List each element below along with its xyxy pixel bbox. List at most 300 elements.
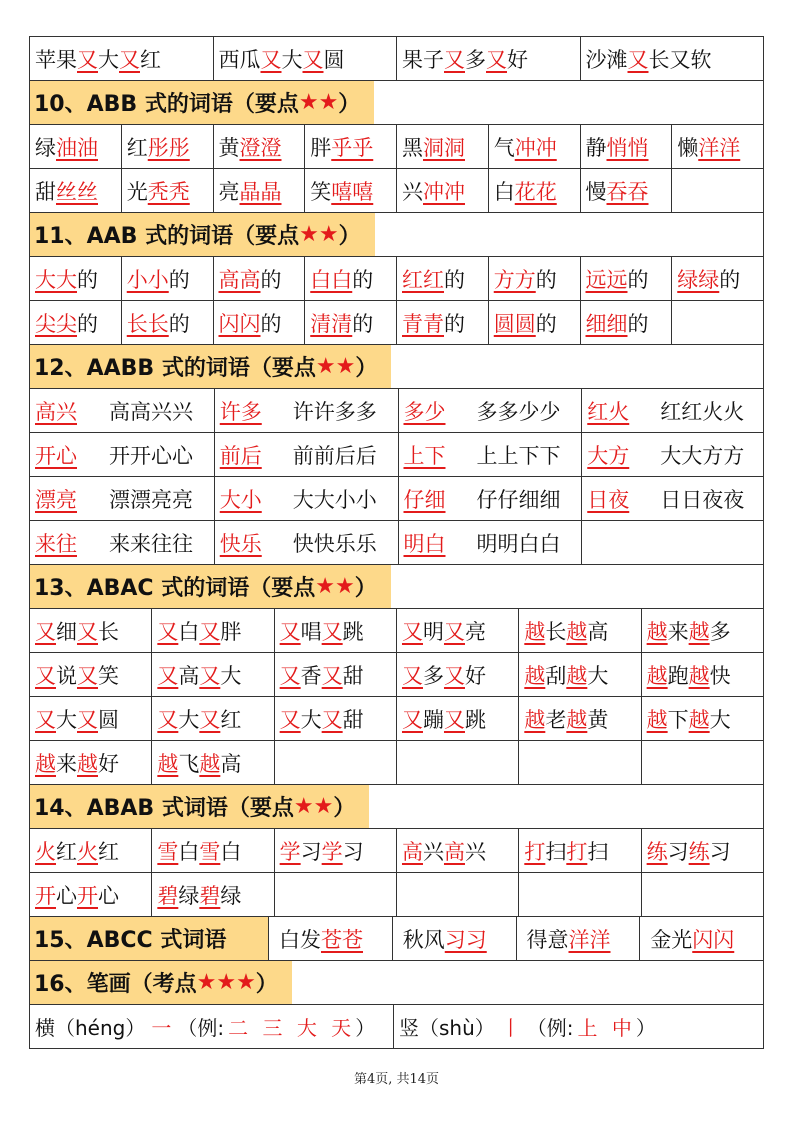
expanded-word: 大大方方 — [660, 443, 745, 468]
word-text: 香 — [300, 663, 322, 688]
expanded-word: 许许多多 — [292, 399, 377, 424]
word-text: 的 — [352, 311, 374, 336]
word-cell — [641, 873, 763, 916]
section-title — [30, 961, 292, 1004]
pair-base-cell — [30, 477, 104, 520]
pair-expanded-cell — [288, 389, 398, 432]
highlight-word: 大方 — [587, 443, 630, 468]
word-text: 习 — [667, 839, 689, 864]
word-text: 扫 — [545, 839, 567, 864]
section-title-text: 13、ABAC 式的词语（要点 — [34, 576, 316, 601]
section-title-close: ） — [338, 92, 361, 117]
word-text: 好 — [464, 663, 486, 688]
word-row — [30, 829, 763, 873]
highlight-char: 越 — [157, 751, 179, 776]
highlight-char: 清清 — [310, 311, 353, 336]
word-cell — [30, 169, 121, 212]
word-cell — [30, 609, 151, 652]
highlight-char: 丝丝 — [56, 179, 98, 204]
word-text: 的 — [77, 267, 98, 292]
highlight-char: 高 — [443, 839, 465, 864]
highlight-char: 闪闪 — [692, 927, 735, 952]
highlight-char: 雪 — [199, 839, 221, 864]
word-cell — [396, 169, 488, 212]
section-title-close: ） — [355, 356, 378, 381]
highlight-char: 闪闪 — [218, 311, 261, 336]
highlight-word: 快乐 — [219, 531, 262, 556]
word-cell — [396, 257, 488, 300]
highlight-word: 来往 — [35, 531, 77, 556]
word-text: 绿 — [178, 883, 200, 908]
word-cell — [151, 873, 273, 916]
highlight-char: 又 — [260, 47, 282, 72]
highlight-char: 又 — [627, 47, 649, 72]
word-text: 好 — [98, 751, 119, 776]
example-close: ） — [355, 1016, 376, 1040]
word-text: 西瓜 — [218, 47, 261, 72]
word-cell — [396, 697, 518, 740]
word-cell — [304, 301, 396, 344]
word-text: 笑 — [310, 179, 332, 204]
word-text: 的 — [535, 311, 557, 336]
word-row — [30, 301, 763, 345]
highlight-char: 又 — [77, 707, 98, 732]
pair-expanded-cell — [288, 433, 398, 476]
highlight-char: 长长 — [126, 311, 169, 336]
highlight-char: 高高 — [218, 267, 261, 292]
word-text: 跳 — [342, 619, 364, 644]
word-text: 白发 — [279, 927, 321, 952]
word-text: 唱 — [300, 619, 322, 644]
word-row — [30, 169, 763, 213]
pair-base-cell — [581, 389, 655, 432]
word-text: 好 — [507, 47, 528, 72]
word-cell — [30, 829, 151, 872]
word-cell — [30, 37, 213, 80]
highlight-char: 又 — [35, 707, 56, 732]
table-frame — [29, 36, 764, 1049]
word-text: 白 — [220, 839, 242, 864]
highlight-char: 练 — [688, 839, 710, 864]
highlight-char: 青青 — [402, 311, 444, 336]
word-cell — [304, 257, 396, 300]
word-cell — [641, 741, 763, 784]
expanded-word: 仔仔细细 — [476, 487, 561, 512]
pair-expanded-cell — [472, 433, 582, 476]
word-cell — [671, 257, 763, 300]
highlight-word: 大小 — [219, 487, 262, 512]
word-text: 的 — [627, 267, 649, 292]
word-row — [30, 653, 763, 697]
word-cell — [396, 653, 518, 696]
highlight-char: 远远 — [585, 267, 628, 292]
star-rating: ★★ — [299, 222, 339, 247]
word-text: 甜 — [35, 179, 56, 204]
pair-expanded-cell — [104, 477, 214, 520]
word-text: 绿 — [35, 135, 56, 160]
stroke-cell-heng — [30, 1005, 393, 1048]
word-cell — [641, 609, 763, 652]
highlight-char: 学 — [279, 839, 301, 864]
word-text: 习 — [709, 839, 731, 864]
highlight-char: 白白 — [310, 267, 353, 292]
section-title-text: 16、笔画（考点 — [34, 972, 197, 997]
word-cell — [488, 125, 580, 168]
highlight-char: 打 — [524, 839, 546, 864]
highlight-char: 圆圆 — [493, 311, 536, 336]
highlight-char: 越 — [566, 619, 588, 644]
word-text: 红 — [56, 839, 77, 864]
expanded-word: 多多少少 — [476, 399, 561, 424]
highlight-char: 又 — [157, 707, 179, 732]
highlight-char: 绿绿 — [677, 267, 720, 292]
highlight-char: 又 — [35, 619, 56, 644]
word-row — [30, 125, 763, 169]
highlight-char: 越 — [524, 619, 546, 644]
highlight-char: 又 — [401, 663, 423, 688]
stroke-name: 横（héng） — [35, 1016, 146, 1040]
highlight-char: 吞吞 — [606, 179, 649, 204]
section-title-close: ） — [333, 796, 356, 821]
word-text: 明 — [422, 619, 444, 644]
word-text: 大 — [220, 663, 242, 688]
highlight-char: 火 — [35, 839, 56, 864]
highlight-char: 又 — [119, 47, 140, 72]
word-text: 圆 — [323, 47, 345, 72]
section-title-close: ） — [338, 224, 361, 249]
word-text: 老 — [545, 707, 567, 732]
word-text: 的 — [168, 267, 190, 292]
expanded-word: 开开心心 — [109, 443, 193, 468]
section-title-close: ） — [354, 576, 377, 601]
word-cell — [30, 257, 121, 300]
word-text: 的 — [77, 311, 98, 336]
highlight-char: 雪 — [157, 839, 179, 864]
word-pair-row — [30, 433, 763, 477]
word-text: 来 — [667, 619, 689, 644]
word-cell — [396, 741, 518, 784]
pair-expanded-cell — [655, 389, 765, 432]
word-text: 下 — [667, 707, 689, 732]
word-cell — [151, 829, 273, 872]
word-text: 蹦 — [422, 707, 444, 732]
pair-expanded-cell — [288, 477, 398, 520]
section-title-text: 15、ABCC 式词语 — [34, 928, 227, 953]
word-cell — [121, 125, 213, 168]
highlight-char: 越 — [524, 707, 546, 732]
stroke-glyph: 一 — [151, 1016, 172, 1040]
highlight-char: 小小 — [126, 267, 169, 292]
word-text: 的 — [352, 267, 374, 292]
word-text: 刮 — [545, 663, 567, 688]
word-cell — [396, 873, 518, 916]
word-cell — [518, 829, 640, 872]
word-text: 来 — [56, 751, 77, 776]
expanded-word: 大大小小 — [292, 487, 377, 512]
pair-expanded-cell — [472, 389, 582, 432]
word-text: 多 — [422, 663, 444, 688]
pair-base-cell — [398, 389, 472, 432]
word-cell — [274, 741, 396, 784]
highlight-char: 又 — [486, 47, 507, 72]
word-text: 黄 — [587, 707, 609, 732]
word-text: 果子 — [402, 47, 444, 72]
word-cell — [151, 697, 273, 740]
word-text: 的 — [627, 311, 649, 336]
star-rating: ★★ — [298, 90, 339, 115]
pair-expanded-cell — [104, 433, 214, 476]
highlight-word: 多少 — [403, 399, 446, 424]
word-cell — [641, 697, 763, 740]
word-cell — [516, 917, 640, 960]
section-header-s11 — [30, 213, 763, 257]
highlight-char: 越 — [646, 707, 668, 732]
word-cell — [213, 257, 305, 300]
pair-base-cell — [581, 433, 655, 476]
highlight-char: 又 — [321, 707, 343, 732]
highlight-char: 越 — [77, 751, 98, 776]
word-cell — [268, 917, 392, 960]
word-text: 大 — [281, 47, 303, 72]
stroke-row — [30, 1005, 763, 1049]
word-text: 黑 — [402, 135, 423, 160]
word-text: 红 — [140, 47, 161, 72]
section-title-text: 11、AAB 式的词语（要点 — [34, 224, 300, 249]
word-text: 大 — [300, 707, 322, 732]
word-cell — [396, 829, 518, 872]
star-rating: ★★★ — [196, 970, 256, 995]
word-pair-row — [30, 477, 763, 521]
highlight-char: 练 — [646, 839, 668, 864]
word-cell — [151, 609, 273, 652]
page-footer: 第4页, 共14页 — [353, 1072, 440, 1087]
word-cell — [518, 873, 640, 916]
highlight-char: 大大 — [35, 267, 77, 292]
word-cell — [213, 169, 305, 212]
pair-expanded-cell — [472, 477, 582, 520]
word-cell — [151, 741, 273, 784]
word-cell — [274, 609, 396, 652]
highlight-char: 火 — [77, 839, 98, 864]
highlight-char: 越 — [35, 751, 56, 776]
word-cell — [518, 741, 640, 784]
highlight-char: 晶晶 — [239, 179, 282, 204]
highlight-char: 越 — [688, 707, 710, 732]
highlight-char: 又 — [401, 619, 423, 644]
word-text: 胖 — [310, 135, 332, 160]
highlight-char: 秃秃 — [147, 179, 190, 204]
highlight-char: 又 — [279, 663, 301, 688]
pair-base-cell — [398, 477, 472, 520]
highlight-char: 洞洞 — [423, 135, 465, 160]
highlight-char: 又 — [77, 663, 98, 688]
pair-base-cell — [30, 389, 104, 432]
section-title-text: 10、ABB 式的词语（要点 — [34, 92, 299, 117]
word-text: 兴 — [464, 839, 486, 864]
highlight-char: 又 — [199, 663, 221, 688]
highlight-char: 又 — [199, 619, 221, 644]
word-text: 沙滩 — [585, 47, 628, 72]
highlight-char: 越 — [566, 663, 588, 688]
word-text: 秋风 — [402, 927, 445, 952]
expanded-word: 红红火火 — [660, 399, 745, 424]
highlight-char: 高 — [401, 839, 423, 864]
example-close: ） — [635, 1016, 656, 1040]
word-cell — [580, 301, 672, 344]
word-cell — [304, 125, 396, 168]
highlight-char: 又 — [35, 663, 56, 688]
pair-expanded-cell — [472, 521, 582, 564]
word-text: 跳 — [464, 707, 486, 732]
section-title-close: ） — [255, 972, 278, 997]
word-text: 甜 — [342, 707, 364, 732]
highlight-char: 冲冲 — [423, 179, 465, 204]
word-text: 长 — [98, 619, 119, 644]
highlight-char: 冲冲 — [514, 135, 557, 160]
highlight-char: 洋洋 — [698, 135, 741, 160]
word-cell — [392, 917, 516, 960]
highlight-char: 悄悄 — [606, 135, 649, 160]
word-cell — [671, 125, 763, 168]
word-cell — [274, 829, 396, 872]
highlight-char: 越 — [199, 751, 221, 776]
section-header-s15 — [30, 917, 763, 961]
section-header-s16 — [30, 961, 763, 1005]
word-cell — [580, 169, 672, 212]
section-header-s14 — [30, 785, 763, 829]
highlight-char: 澄澄 — [239, 135, 282, 160]
example-chars: 二 三 大 天 — [228, 1016, 352, 1040]
word-text: 圆 — [98, 707, 119, 732]
expanded-word: 漂漂亮亮 — [109, 487, 193, 512]
highlight-word: 漂亮 — [35, 487, 77, 512]
word-text: 得意 — [526, 927, 569, 952]
highlight-char: 又 — [302, 47, 324, 72]
pair-expanded-cell — [104, 389, 214, 432]
word-text: 大 — [178, 707, 200, 732]
word-text: 跑 — [667, 663, 689, 688]
highlight-char: 越 — [566, 707, 588, 732]
highlight-word: 红火 — [587, 399, 630, 424]
word-cell — [396, 301, 488, 344]
highlight-char: 又 — [199, 707, 221, 732]
word-cell — [213, 125, 305, 168]
pair-base-cell — [30, 433, 104, 476]
word-cell — [518, 653, 640, 696]
stroke-glyph: 丨 — [500, 1016, 521, 1040]
word-cell — [30, 125, 121, 168]
stroke-name: 竖（shù） — [399, 1016, 495, 1040]
word-cell — [121, 301, 213, 344]
word-cell — [639, 917, 763, 960]
section-title — [30, 345, 391, 388]
pair-base-cell — [581, 477, 655, 520]
pair-expanded-cell — [288, 521, 398, 564]
word-text: 黄 — [218, 135, 240, 160]
highlight-char: 彤彤 — [147, 135, 190, 160]
word-cell — [580, 257, 672, 300]
word-text: 金光 — [650, 927, 693, 952]
word-text: 兴 — [402, 179, 423, 204]
word-cell — [396, 37, 580, 80]
word-row-top — [30, 37, 763, 81]
word-text: 快 — [709, 663, 731, 688]
highlight-char: 碧 — [157, 883, 179, 908]
word-cell — [396, 609, 518, 652]
word-text: 习 — [300, 839, 322, 864]
word-text: 长又软 — [648, 47, 712, 72]
pair-base-cell — [214, 389, 288, 432]
word-text: 多 — [465, 47, 486, 72]
word-cell — [671, 169, 763, 212]
highlight-char: 又 — [443, 707, 465, 732]
highlight-word: 前后 — [219, 443, 262, 468]
section-title — [30, 917, 268, 960]
highlight-char: 开 — [35, 883, 56, 908]
word-pair-row — [30, 521, 763, 565]
word-text: 白 — [178, 619, 200, 644]
word-text: 的 — [260, 311, 282, 336]
word-text: 高 — [220, 751, 242, 776]
word-row — [30, 257, 763, 301]
word-cell — [121, 169, 213, 212]
word-text: 的 — [444, 311, 465, 336]
word-text: 懒 — [677, 135, 699, 160]
highlight-char: 方方 — [493, 267, 536, 292]
expanded-word: 高高兴兴 — [109, 399, 193, 424]
word-text: 的 — [444, 267, 465, 292]
highlight-char: 尖尖 — [35, 311, 77, 336]
word-cell — [121, 257, 213, 300]
word-cell — [671, 301, 763, 344]
section-title-text: 12、AABB 式的词语（要点 — [34, 356, 316, 381]
word-text: 长 — [545, 619, 567, 644]
highlight-char: 洋洋 — [568, 927, 611, 952]
word-row — [30, 741, 763, 785]
word-cell — [641, 829, 763, 872]
word-cell — [580, 125, 672, 168]
word-cell — [580, 37, 764, 80]
highlight-char: 又 — [443, 619, 465, 644]
highlight-char: 花花 — [514, 179, 557, 204]
word-cell — [30, 741, 151, 784]
pair-base-cell — [30, 521, 104, 564]
word-cell — [30, 653, 151, 696]
highlight-char: 又 — [279, 707, 301, 732]
word-text: 红 — [220, 707, 242, 732]
section-title-text: 14、ABAB 式词语（要点 — [34, 796, 294, 821]
highlight-char: 苍苍 — [321, 927, 363, 952]
highlight-char: 越 — [688, 619, 710, 644]
pair-base-cell — [214, 521, 288, 564]
word-text: 扫 — [587, 839, 609, 864]
word-text: 细 — [56, 619, 77, 644]
word-row — [30, 609, 763, 653]
highlight-char: 又 — [444, 47, 465, 72]
word-text: 大 — [587, 663, 609, 688]
highlight-char: 学 — [321, 839, 343, 864]
star-rating: ★★ — [315, 574, 355, 599]
highlight-char: 越 — [524, 663, 546, 688]
highlight-char: 习习 — [444, 927, 487, 952]
word-cell — [641, 653, 763, 696]
expanded-word: 来来往往 — [109, 531, 193, 556]
word-text: 慢 — [585, 179, 607, 204]
example-open: （例: — [526, 1016, 574, 1040]
word-cell — [151, 653, 273, 696]
section-title — [30, 213, 375, 256]
expanded-word: 日日夜夜 — [660, 487, 745, 512]
